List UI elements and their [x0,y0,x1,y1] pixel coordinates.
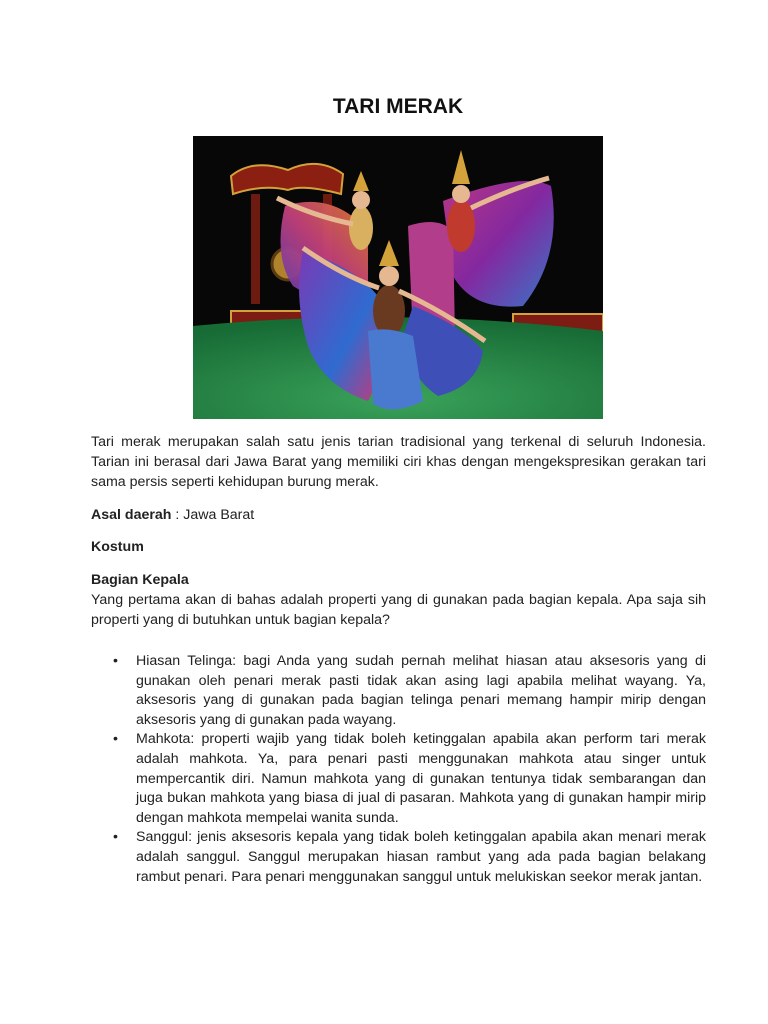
list-item-text: Sanggul: jenis aksesoris kepala yang tidak boleh ketinggalan apabila akan menari merak adalah sanggul. Sanggul merupakan hiasan rambut yang ada pada bagian belakang rambut penari. Para penari menggunakan sanggul untuk melukiskan seekor merak jantan. [136,829,706,885]
kepala-properties-list [91,652,706,887]
asal-daerah-label: Asal daerah [91,507,172,523]
page-title: TARI MERAK [332,95,464,118]
bullet: • [113,829,118,846]
kostum-heading: Kostum [91,539,144,555]
asal-daerah-line [91,505,706,525]
list-item [91,730,706,828]
list-item-text: Mahkota: properti wajib yang tidak boleh ketinggalan apabila akan perform tari merak adalah mahkota. Ya, para penari pasti menggunakan mahkota atau singer untuk mempercantik diri. Namun mahkota yang di gunakan tentunya tidak sembarangan dan juga bukan mahkota yang biasa di jual di pasaran. Mahkota yang di gunakan hampir mirip dengan mahkota mempelai wanita sunda. [136,731,706,826]
intro-paragraph: Tari merak merupakan salah satu jenis tarian tradisional yang terkenal di seluruh Indonesia. Tarian ini berasal dari Jawa Barat yang memiliki ciri khas dengan mengekspresikan gerakan tari sama persis seperti kehidupan burung merak. [91,434,706,490]
photo-illustration [193,136,603,419]
list-item-text: Hiasan Telinga: bagi Anda yang sudah pernah melihat hiasan atau aksesoris yang di gunakan oleh penari merak pasti tidak akan asing lagi apabila melihat wayang. Ya, aksesoris yang di gunakan pada bagian telinga penari memang hampir mirip dengan aksesoris yang di gunakan pada wayang. [136,653,706,728]
bagian-kepala-heading: Bagian Kepala [91,572,189,588]
bullet: • [113,653,118,669]
peacock-dance-photo [193,136,603,419]
list-item [91,652,706,730]
asal-daerah-value: : Jawa Barat [171,507,255,523]
bagian-kepala-section [91,570,706,630]
bagian-kepala-text: Yang pertama akan di bahas adalah properti yang di gunakan pada bagian kepala. Apa saja sih properti yang di butuhkan untuk bagian kepala? [91,592,706,628]
bullet: • [113,731,118,748]
list-item [91,828,706,887]
